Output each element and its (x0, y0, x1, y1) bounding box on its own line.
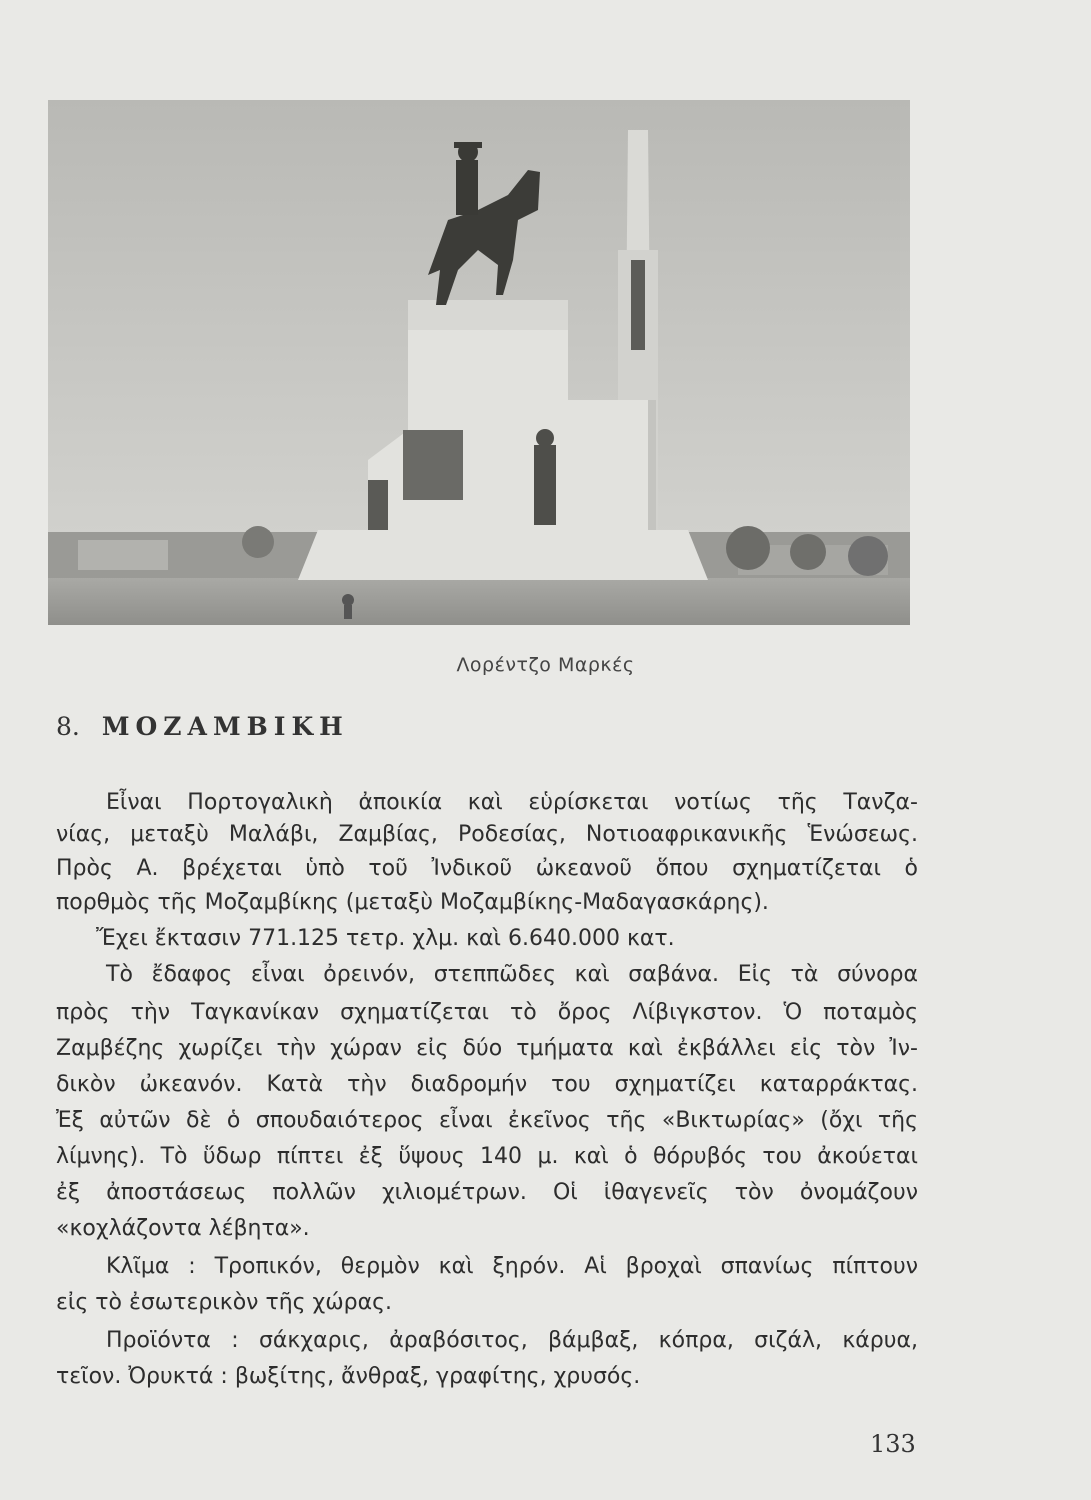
text-line: ἐξ ἀποστάσεως πολλῶν χιλιομέτρων. Οἱ ἰθαγενεῖς τὸν ὀνομάζουν (56, 1180, 918, 1205)
page-number: 133 (870, 1430, 916, 1458)
text-line: πορθμὸς τῆς Μοζαμβίκης (μεταξὺ Μοζαμβίκης-Μαδαγασκάρης). (56, 890, 769, 915)
photo-caption: Λορέντζο Μαρκές (456, 654, 635, 676)
text-line: Τὸ ἔδαφος εἶναι ὀρεινόν, στεππῶδες καὶ σαβάνα. Εἰς τὰ σύνορα (106, 962, 918, 987)
text-line: Ἔχει ἔκτασιν 771.125 τετρ. χλμ. καὶ 6.640.000 κατ. (96, 926, 675, 951)
text-line: τεῖον. Ὀρυκτά : βωξίτης, ἄνθραξ, γραφίτης, χρυσός. (56, 1364, 641, 1389)
text-line: Προϊόντα : σάκχαρις, ἀραβόσιτος, βάμβαξ, κόπρα, σιζάλ, κάρυα, (106, 1328, 918, 1353)
text-line: λίμνης). Τὸ ὕδωρ πίπτει ἐξ ὕψους 140 μ. καὶ ὁ θόρυβός του ἀκούεται (56, 1144, 918, 1169)
text-line: νίας, μεταξὺ Μαλάβι, Ζαμβίας, Ροδεσίας, Νοτιοαφρικανικῆς Ἑνώσεως. (56, 822, 918, 847)
text-line: Εἶναι Πορτογαλικὴ ἀποικία καὶ εὑρίσκεται νοτίως τῆς Τανζα- (106, 790, 918, 815)
section-title: ΜΟΖΑΜΒΙΚΗ (101, 712, 349, 741)
photo-drawing (48, 100, 910, 625)
section-number: 8. (56, 712, 80, 741)
text-line: δικὸν ὠκεανόν. Κατὰ τὴν διαδρομήν του σχηματίζει καταρράκτας. (56, 1072, 918, 1097)
text-line: Κλῖμα : Τροπικόν, θερμὸν καὶ ξηρόν. Αἱ βροχαὶ σπανίως πίπτουν (106, 1254, 918, 1279)
equestrian-statue-photo (48, 100, 910, 625)
text-line: Ἐξ αὐτῶν δὲ ὁ σπουδαιότερος εἶναι ἐκεῖνος τῆς «Βικτωρίας» (ὄχι τῆς (56, 1108, 918, 1133)
text-line: «κοχλάζοντα λέβητα». (56, 1216, 310, 1241)
section-heading (56, 712, 349, 741)
text-line: Ζαμβέζης χωρίζει τὴν χώραν εἰς δύο τμήματα καὶ ἐκβάλλει εἰς τὸν Ἰν- (56, 1036, 918, 1061)
text-line: Πρὸς Α. βρέχεται ὑπὸ τοῦ Ἰνδικοῦ ὠκεανοῦ ὅπου σχηματίζεται ὁ (56, 856, 918, 881)
text-line: εἰς τὸ ἐσωτερικὸν τῆς χώρας. (56, 1290, 393, 1315)
text-line: πρὸς τὴν Ταγκανίκαν σχηματίζεται τὸ ὄρος Λίβιγκστον. Ὁ ποταμὸς (56, 1000, 918, 1025)
